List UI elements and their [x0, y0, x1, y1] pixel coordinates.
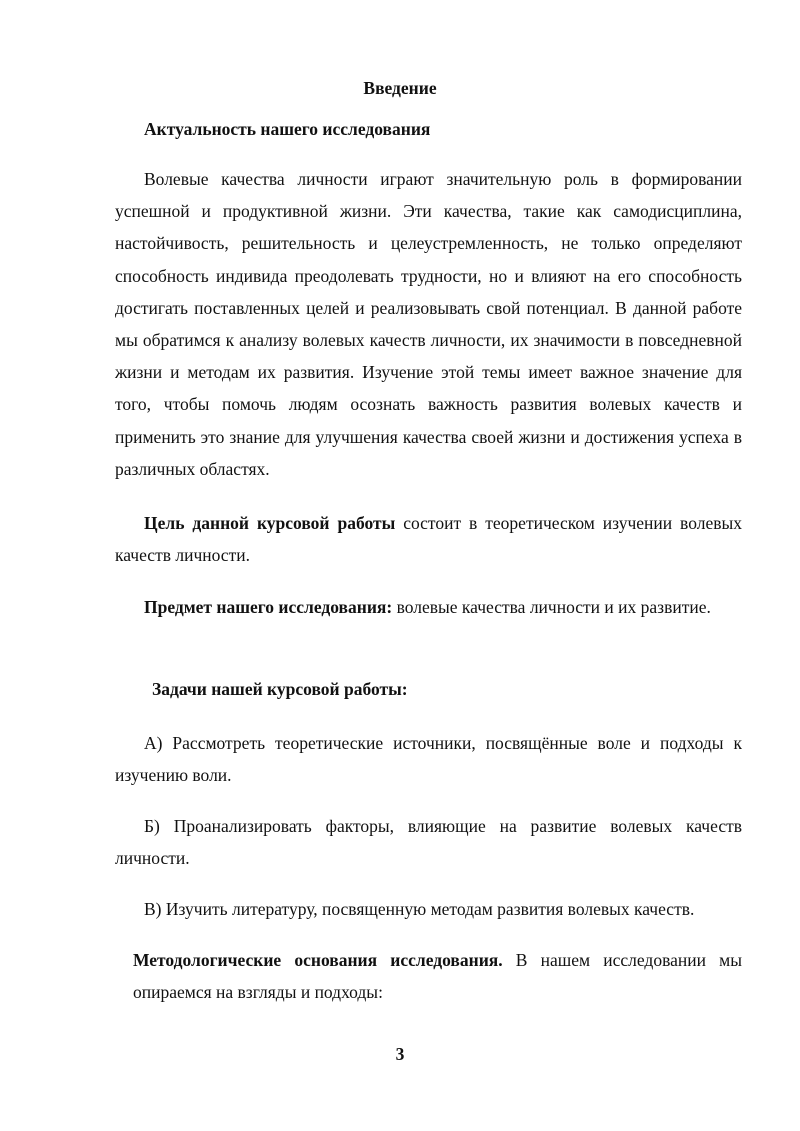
methodology-paragraph [133, 944, 742, 1008]
task-item-a: А) Рассмотреть теоретические источники, посвящённые воле и подходы к изучению воли. [115, 733, 742, 786]
page-number: 3 [395, 1044, 405, 1064]
goal-label: Цель данной курсовой работы [144, 513, 396, 533]
goal-text: состоит в теоретическом изучении волевых качеств личности. [115, 513, 742, 566]
subject-text: волевые качества личности и их развитие. [392, 597, 711, 617]
tasks-heading: Задачи нашей курсовой работы: [152, 679, 408, 699]
subject-label: Предмет нашего исследования: [144, 597, 393, 617]
methodology-label: Методологические основания исследования. [133, 950, 503, 970]
goal-paragraph [115, 507, 742, 571]
subject-paragraph [115, 591, 742, 623]
actuality-heading: Актуальность нашего исследования [144, 119, 431, 139]
methodology-text: В нашем исследовании мы опираемся на взгляды и подходы: [133, 950, 742, 1003]
task-item-b: Б) Проанализировать факторы, влияющие на развитие волевых качеств личности. [115, 816, 742, 869]
page-title: Введение [363, 78, 437, 98]
actuality-paragraph: Волевые качества личности играют значительную роль в формировании успешной и продуктивной жизни. Эти качества, такие как самодисциплина, настойчивость, решительность и целеустремленность, не только определяют способность индивида преодолевать трудности, но и влияют на его способность достигать поставленных целей и реализовывать свой потенциал. В данной работе мы обратимся к анализу волевых качеств личности, их значимости в повседневной жизни и методам их развития. Изучение этой темы имеет важное значение для того, чтобы помочь людям осознать важность развития волевых качеств и применить это знание для улучшения качества своей жизни и достижения успеха в различных областях. [115, 169, 742, 479]
task-item-c: В) Изучить литературу, посвященную методам развития волевых качеств. [144, 899, 695, 919]
